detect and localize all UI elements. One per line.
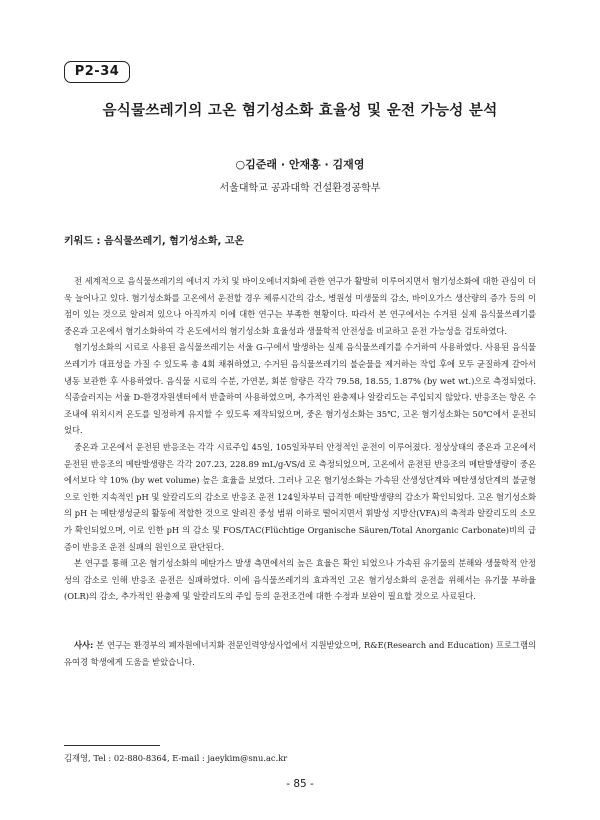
- acknowledgement-paragraph: [64, 637, 536, 670]
- acknowledgement-text: 본 연구는 환경부의 폐자원에너지화 전문인력양성사업에서 지원받았으며, R&E(Research and Education) 프로그램의 유여경 학생에게 도움을 받았습니다.: [64, 640, 536, 667]
- body-paragraph: 중온과 고온에서 운전된 반응조는 각각 시료주입 45일, 105일차부터 안정적인 운전이 이루어졌다. 정상상태의 중온과 고온에서 운전된 반응조의 메탄발생량은 각각 207.23, 228.89 mL/g-VS/d 로 측정되었으며, 고온에서 운전된 반응조의 메탄발생량이 중온에서보다 약 10% (by wet volume) 높은 효율을 보였다. 그러나 고온 혐기성소화는 가속된 산생성단계와 메탄생성단계의 불균형으로 인한 지속적인 pH 및 알칼리도의 감소로 반응조 운전 124일차부터 급격한 메탄발생량의 감소가 확인되었다. 고온 혐기성소화의 pH 는 메탄생성균의 활동에 적합한 것으로 알려진 중성 범위 이하로 떨어지면서 휘발성 지방산(VFA)의 축적과 알칼리도의 소모가 확인되었으며, 이로 인한 pH 의 감소 및 FOS/TAC(Flüchtige Organische Säuren/Total Anorganic Carbonate)비의 급증이 반응조 운전 실패의 원인으로 판단된다.: [64, 441, 536, 552]
- corresponding-author-footnote: 김재영, Tel : 02-880-8364, E-mail : jaeykim@snu.ac.kr: [64, 753, 288, 763]
- author-list: ○김준래 · 안재홍 · 김재영: [235, 158, 365, 171]
- paper-code-badge: P2-34: [64, 61, 130, 83]
- abstract-body: [64, 273, 536, 605]
- affiliation: 서울대학교 공과대학 건설환경공학부: [219, 183, 381, 194]
- keywords: 키워드 : 음식물쓰레기, 혐기성소화, 고온: [64, 236, 245, 247]
- body-paragraph: 전 세계적으로 음식물쓰레기의 에너지 가치 및 바이오에너지화에 관한 연구가 활발히 이루어지면서 혐기성소화에 대한 관심이 더욱 늘어나고 있다. 혐기성소화를 고온에서 운전할 경우 체류시간의 감소, 병원성 미생물의 감소, 바이오가스 생산량의 증가 등의 이점이 있는 것으로 알려져 있으나 아직까지 이에 대한 연구는 부족한 현황이다. 따라서 본 연구에서는 수거된 실제 음식물쓰레기를 중온과 고온에서 혐기소화하여 각 온도에서의 혐기성소화 효율성과 생물학적 안전성을 비교하고 운전 가능성을 검토하였다.: [64, 276, 536, 336]
- footnote-divider: [64, 745, 160, 746]
- body-paragraph: 본 연구를 통해 고온 혐기성소화의 메탄가스 발생 측면에서의 높은 효율은 확인 되었으나 가속된 유기물의 분해와 생물학적 안정성의 감소로 인해 반응조 운전은 실패하였다. 이에 음식물쓰레기의 효과적인 고온 혐기성소화의 운전을 위해서는 유기물 부하율(OLR)의 감소, 추가적인 완충제 및 알칼리도의 주입 등의 운전조건에 대한 수정과 보완이 필요할 것으로 사료된다.: [64, 558, 536, 602]
- paper-title: 음식물쓰레기의 고온 혐기성소화 효율성 및 운전 가능성 분석: [102, 103, 498, 119]
- page-number: - 85 -: [286, 778, 314, 790]
- body-paragraph: 혐기성소화의 시료로 사용된 음식물쓰레기는 서울 G-구에서 발생하는 실제 음식물쓰레기를 수거하여 사용하였다. 사용된 음식물쓰레기가 대표성을 가질 수 있도록 총 4회 채취하였고, 수거된 음식물쓰레기의 불순물을 제거하는 작업 후에 모두 균질하게 갈아서 냉동 보관한 후 사용하였다. 음식물 시료의 수분, 가연분, 회분 함량은 각각 79.58, 18.55, 1.87% (by wet wt.)으로 측정되었다. 식종슬러지는 서울 D-환경자원센터에서 반출하여 사용하였으며, 추가적인 완충제나 알칼리도는 주입되지 않았다. 반응조는 항온 수조내에 위치시켜 온도를 일정하게 유지할 수 있도록 제작되었으며, 중온 혐기성소화는 35℃, 고온 혐기성소화는 50℃에서 운전되었다.: [64, 342, 536, 436]
- acknowledgement-label: 사사:: [74, 640, 94, 650]
- acknowledgement: [64, 637, 536, 670]
